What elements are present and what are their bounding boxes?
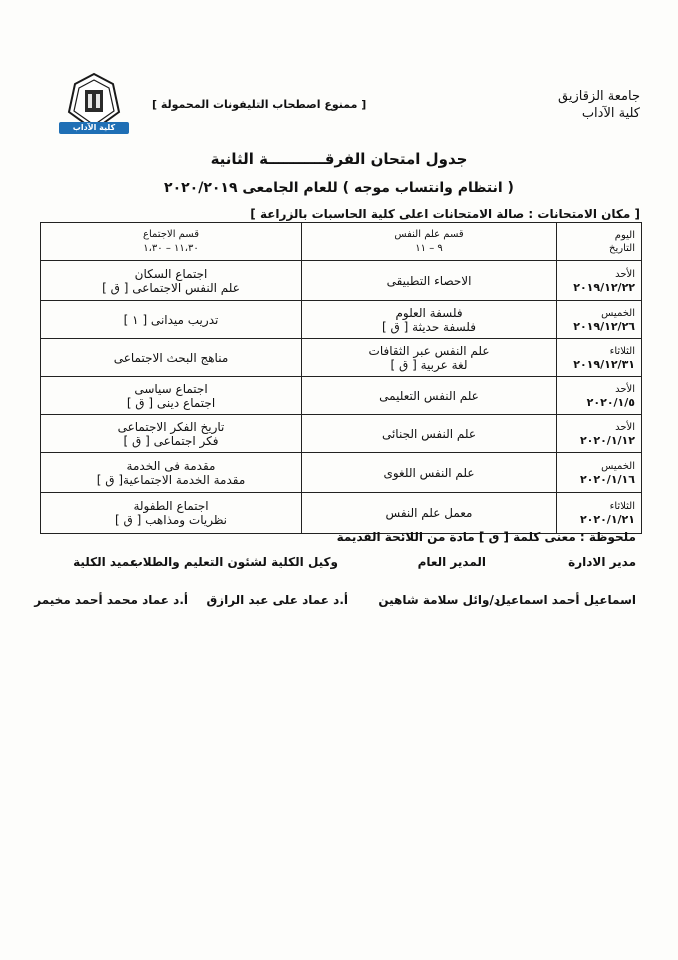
exam-location: [ مكان الامتحانات : صالة الامتحانات اعلى كلية الحاسبات بالزراعة ] (250, 207, 640, 221)
phone-notice: [ ممنوع اصطحاب التليفونات المحمولة ] (152, 98, 367, 111)
sociology-subject: تدريب ميدانى [ ١ ] (123, 312, 219, 327)
header-day: اليوم (614, 229, 635, 241)
logo-caption: كلية الآداب (72, 123, 116, 132)
sociology-subject-2: اجتماع دينى [ ق ] (126, 395, 216, 410)
signature-name-general-director: د/وائل سلامة شاهين (378, 593, 500, 607)
table-row (41, 339, 641, 377)
schedule-title: جدول امتحان الفرقـــــــــــة الثانية (210, 150, 468, 168)
psychology-subject: معمل علم النفس (385, 506, 473, 520)
sociology-subject: اجتماع الطفولة (133, 499, 209, 513)
table-row (41, 301, 641, 339)
row-day: الأحد (615, 421, 635, 433)
schedule-subtitle: ( انتظام وانتساب موجه ) للعام الجامعى ٢٠٢٠/٢٠١٩ (164, 180, 514, 196)
header-psychology-cell (301, 223, 556, 260)
university-name: جامعة الزقازيق (558, 89, 640, 104)
signature-name-admin-director: اسماعيل أحمد اسماعيل (495, 593, 636, 607)
psychology-subject-2: لغة عربية [ ق ] (390, 357, 468, 372)
table-row (41, 261, 641, 301)
header-psychology-dept: قسم علم النفس (394, 228, 464, 240)
table-row (41, 493, 641, 533)
row-date: ٢٠٢٠/١/١٢ (579, 433, 635, 447)
row-day: الأحد (615, 383, 635, 395)
header-day-cell (556, 223, 641, 260)
signature-name-dean: أ.د عماد محمد أحمد مخيمر (34, 593, 188, 607)
row-date: ٢٠٢٠/١/١٦ (579, 472, 635, 486)
psychology-subject: فلسفة العلوم (395, 305, 463, 320)
table-row (41, 377, 641, 415)
schedule-table (40, 222, 642, 534)
sociology-subject: اجتماع سياسى (134, 381, 208, 396)
row-day: الثلاثاء (609, 345, 635, 357)
row-day: الخميس (601, 460, 635, 472)
signature-title-admin-director: مدير الادارة (568, 555, 636, 569)
psychology-subject: علم النفس الجنائى (381, 426, 477, 441)
row-date: ٢٠٢٠/١/٥ (586, 395, 635, 409)
header-psychology-time: ٩ – ١١ (415, 242, 443, 254)
header-sociology-dept: قسم الاجتماع (143, 228, 200, 240)
row-day: الخميس (601, 307, 635, 319)
row-day: الثلاثاء (609, 501, 635, 512)
faculty-name: كلية الآداب (581, 106, 640, 121)
sociology-subject-2: مقدمة الخدمة الاجتماعية[ ق ] (96, 472, 246, 487)
psychology-subject: علم النفس اللغوى (383, 465, 475, 480)
header-sociology-time: ١١،٣٠ – ١،٣٠ (143, 242, 199, 254)
sociology-subject-2: نظريات ومذاهب [ ق ] (115, 513, 227, 527)
psychology-subject-2: فلسفة حديثة [ ق ] (382, 319, 476, 334)
table-header-row (41, 223, 641, 261)
psychology-subject: علم النفس التعليمى (379, 388, 479, 403)
psychology-subject: الاحصاء التطبيقى (386, 273, 472, 288)
signature-title-general-director: المدير العام (417, 555, 486, 569)
table-row (41, 453, 641, 493)
row-date: ٢٠١٩/١٢/٢٦ (573, 319, 635, 333)
sociology-subject: مناهج البحث الاجتماعى (113, 350, 229, 365)
row-day: الأحد (615, 268, 635, 280)
signature-title-dean: عميد الكلية (73, 555, 138, 569)
sociology-subject-2: فكر اجتماعى [ ق ] (123, 433, 219, 448)
row-date: ٢٠١٩/١٢/٢٢ (573, 280, 635, 294)
university-header (558, 88, 640, 122)
footnote: ملحوظة : معنى كلمة [ ق ] مادة من اللائحة القديمة (336, 530, 636, 544)
header-sociology-cell (41, 223, 301, 260)
sociology-subject: مقدمة فى الخدمة (126, 458, 216, 473)
header-date: التاريخ (609, 242, 635, 254)
sociology-subject: اجتماع السكان (134, 266, 208, 281)
table-row (41, 415, 641, 453)
psychology-subject: علم النفس عبر الثقافات (368, 343, 490, 358)
signature-title-vice-dean: وكيل الكلية لشئون التعليم والطلاب (130, 555, 338, 569)
row-date: ٢٠٢٠/١/٢١ (579, 513, 635, 526)
signature-name-vice-dean: أ.د عماد على عبد الرازق (206, 593, 348, 607)
sociology-subject-2: علم النفس الاجتماعى [ ق ] (102, 280, 240, 295)
row-date: ٢٠١٩/١٢/٣١ (573, 357, 635, 371)
sociology-subject: تاريخ الفكر الاجتماعى (117, 419, 225, 434)
